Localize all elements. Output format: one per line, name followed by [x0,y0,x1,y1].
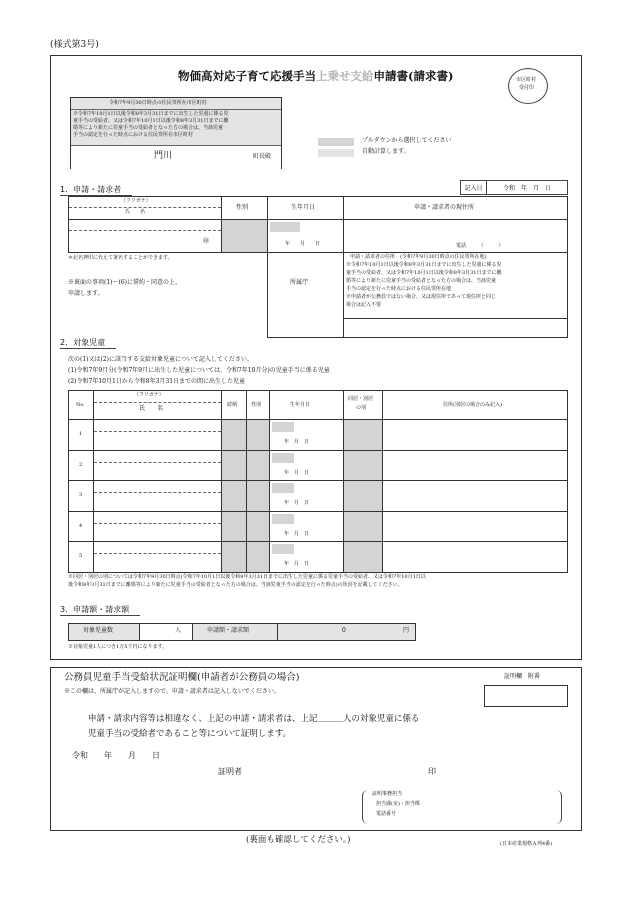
child-relation-select[interactable] [221,480,247,512]
col-cohab-1: 同居・別居 [348,396,374,402]
amount-table [68,623,416,641]
footer-standard: (日本産業規格Ａ列4番) [500,841,553,847]
amount-note: ※対象児童1人につき1万5千円になります。 [68,644,168,650]
child-relation-select[interactable] [221,419,247,451]
child-row-number: 1 [79,431,83,437]
applicant-furigana-input[interactable] [69,230,221,231]
col-name: 氏 名 [139,405,164,412]
applicant-phone[interactable]: 電話 （ ） [456,243,504,249]
signature-note: ＊記名押印に代えて署名することができます。 [68,255,173,261]
child-cohab-select[interactable] [343,450,383,482]
section2-underline [60,348,116,349]
auto-legend-swatch [318,149,354,157]
child-row-number: 4 [79,522,83,529]
child-relation-select[interactable] [221,541,247,573]
cert-title: 公務員児童手当受給状況証明欄(申請者が公務員の場合) [64,672,300,683]
amount-value: 0 [342,627,346,634]
child-birth-cell[interactable] [269,511,344,543]
municipality-note2: 童手当の受給者、又は令和7年10月1日以後令和8年3月31日までに離 [73,118,229,124]
applicant-birthdate-label: 生年月日 [291,204,316,211]
child-row-number: 5 [79,553,83,559]
applicant-birth-ymd[interactable]: 年 月 日 [285,241,321,247]
child-birth-cell[interactable] [269,480,344,512]
entry-date-table [460,180,568,195]
contact-line2: 担当課(室)・担当係 [376,801,420,807]
section1-title: 1．申請・請求者 [60,185,122,194]
stamp-line1: 市区町村 [516,77,537,83]
pledge-line1: ※裏面の事項(1)～(6)に誓約・同意の上、 [68,279,181,286]
child-birth-ymd[interactable]: 年 月 日 [284,561,310,567]
child-row-number-cell [68,541,94,573]
child-row-number-cell [68,419,94,451]
municipality-note1: ※令和7年10月1日以後令和8年3月31日までに出生した児童に係る児 [73,111,229,117]
col-cohab-2: の別 [356,405,367,411]
child-birth-ymd[interactable]: 年 月 日 [284,500,310,506]
child-birth-cell[interactable] [269,541,344,573]
addr-note-5: ※申請者が公務員ではない場合、又は現住所であって現住所と同じ [346,294,496,300]
addr-note-3: 婚等により新たに児童手当の受給者となった方の場合は、当該児童 [346,278,497,284]
applicant-table [68,196,568,338]
municipality-note4: 手当の認定を行った時点における住民票所在市区町村 [73,132,194,138]
child-relation-select[interactable] [221,511,247,543]
child-era-select[interactable] [272,514,294,524]
col-no: No. [76,402,85,408]
child-name-cell[interactable] [93,450,222,482]
reception-stamp [508,68,548,104]
auto-legend-text: 自動計算します。 [362,148,410,155]
child-address-input[interactable] [382,419,568,451]
child-name-cell[interactable] [93,419,222,451]
section2-cond2: (2)令和7年10月1日から令和8年3月31日までの間に出生した児童 [68,378,246,385]
child-birth-cell[interactable] [269,450,344,482]
child-name-cell[interactable] [93,511,222,543]
col-furigana: （フリガナ） [134,392,164,398]
dropdown-legend-swatch [318,138,354,146]
seal-mark: ㊞ [203,238,210,245]
footer-back-note: (裏面も確認してください。) [246,835,351,845]
child-furigana-line[interactable] [94,462,221,463]
applicant-address-input[interactable] [343,318,568,338]
certifier-label: 証明者 [218,767,242,776]
stamp-line2: 受付印 [519,85,535,91]
col-gender: 性別 [251,402,262,408]
child-birth-ymd[interactable]: 年 月 日 [284,469,310,476]
section2-title: 2．対象児童 [60,338,106,347]
cert-body1: 申請・請求内容等は相違なく、上記の申請・請求者は、上記＿＿＿人の対象児童に係る [88,714,420,724]
child-row-number-cell [68,511,94,543]
form-title: 物価高対応子育て応援手当上乗せ支給申請書(請求書) [178,69,454,83]
count-input[interactable] [140,624,180,640]
section3-title: 3．申請額・請求額 [60,605,130,614]
child-era-select[interactable] [272,422,294,432]
cert-no-label: 証明欄 附番 [504,673,541,680]
addr-note-4: 手当の認定を行った時点における住民票所在地 [346,286,452,292]
child-birth-ymd[interactable]: 年 月 日 [284,530,310,537]
child-birth-ymd[interactable]: 年 月 日 [284,439,310,445]
child-era-select[interactable] [272,453,294,463]
child-row-number: 3 [79,492,83,498]
applicant-gender-label: 性別 [236,204,249,211]
cert-no-input[interactable] [484,685,568,707]
addr-note-1: ※令和7年10月1日以後令和8年3月31日までに出生した児童に係る児 [346,262,502,268]
dropdown-legend-text: プルダウンから選択してください [362,137,452,144]
child-birth-cell[interactable] [269,419,344,451]
child-address-input[interactable] [382,541,568,573]
child-row-number: 2 [79,461,83,468]
child-relation-select[interactable] [221,450,247,482]
municipality-note3: 婚等により新たに児童手当の受給者となった方の場合は、当該児童 [73,125,224,131]
section2-footnote2: 後令和8年3月31日までに離婚等により新たに児童手当の受給者となった方の場合は、当該児童手当の認定を行った時点)の状況を記載してください。 [68,582,403,588]
office-label: 所属庁 [290,279,309,286]
municipality-box [70,97,282,169]
child-furigana-line[interactable] [94,492,221,493]
col-relation: 続柄 [227,402,238,408]
count-label: 対象児童数 [83,627,114,634]
cert-seal: 印 [428,767,436,776]
children-table [68,390,568,572]
child-row-number-cell [68,450,94,482]
child-name-cell[interactable] [93,541,222,573]
child-cohab-select[interactable] [343,480,383,512]
entry-date-field[interactable]: 令和 年 月 日 [487,181,568,195]
col-address: 住所(別居の場合のみ記入) [443,402,502,408]
cert-body2: 児童手当の受給者であること等について証明します。 [88,729,292,739]
child-address-input[interactable] [382,480,568,512]
child-furigana-line[interactable] [94,431,221,432]
applicant-furigana-label: （フリガナ） [121,198,151,204]
applicant-address-label: 申請・請求者の現住所 [414,204,475,211]
child-cohab-select[interactable] [343,541,383,573]
addr-note-title: 申請・請求者の住所 (令和7年9月30日時点の住民票所在地) [350,254,487,260]
child-row-number-cell [68,480,94,512]
child-furigana-line[interactable] [94,553,221,554]
contact-line3: 電話番号 [376,811,397,817]
section2-footnote1: ※同居・別居の別については令和7年9月30日時点(令和7年10月1日以後令和8年3月31日までに出生した児童に係る児童手当の受給者、又は令和7年10月1日以 [68,574,426,580]
count-unit: 人 [175,627,182,634]
child-cohab-select[interactable] [343,511,383,543]
child-name-cell[interactable] [93,480,222,512]
child-gender-select[interactable] [246,450,270,482]
cert-subnote: ※この欄は、所属庁が記入しますので、申請・請求者は記入しないでください。 [64,688,280,695]
amount-label: 申請額・請求額 [207,627,250,634]
child-gender-select[interactable] [246,419,270,451]
child-gender-select[interactable] [246,541,270,573]
entry-date-label: 記入日 [461,181,487,195]
municipality-header: 令和7年9月30日時点の住民票所在市区町村 [109,100,207,106]
child-furigana-line[interactable] [94,523,221,524]
child-cohab-select[interactable] [343,419,383,451]
contact-line1: 証明事務担当 [372,791,403,797]
municipality-suffix: 町長殿 [253,153,272,160]
applicant-era-select[interactable] [270,222,300,232]
child-address-input[interactable] [382,511,568,543]
pledge-line2: 申請します。 [68,290,104,297]
addr-note-2: 童手当の受給者、又は令和7年10月1日以後令和8年3月31日までに離 [346,270,502,276]
applicant-gender-select[interactable] [221,219,268,253]
addr-note-6: 場合は記入不要 [346,302,382,308]
cert-date[interactable]: 令和 年 月 日 [72,751,160,760]
child-gender-select[interactable] [246,480,270,512]
municipality-name[interactable]: 門川 [154,151,173,161]
child-gender-select[interactable] [246,511,270,543]
section3-underline [60,615,140,616]
form-number: (様式第3号) [50,40,99,50]
amount-unit: 円 [403,627,410,634]
child-era-select[interactable] [272,544,294,554]
col-birth: 生年月日 [290,402,311,408]
section2-cond1: (1)令和7年9月分(令和7年9月に出生した児童については、令和7年10月分)の児童手当に係る児童 [68,367,330,374]
section2-intro: 次の(1)又は(2)に該当する支給対象児童について記入してください。 [68,356,253,363]
applicant-name-label: 氏 名 [125,209,146,215]
child-address-input[interactable] [382,450,568,482]
child-era-select[interactable] [272,483,294,493]
